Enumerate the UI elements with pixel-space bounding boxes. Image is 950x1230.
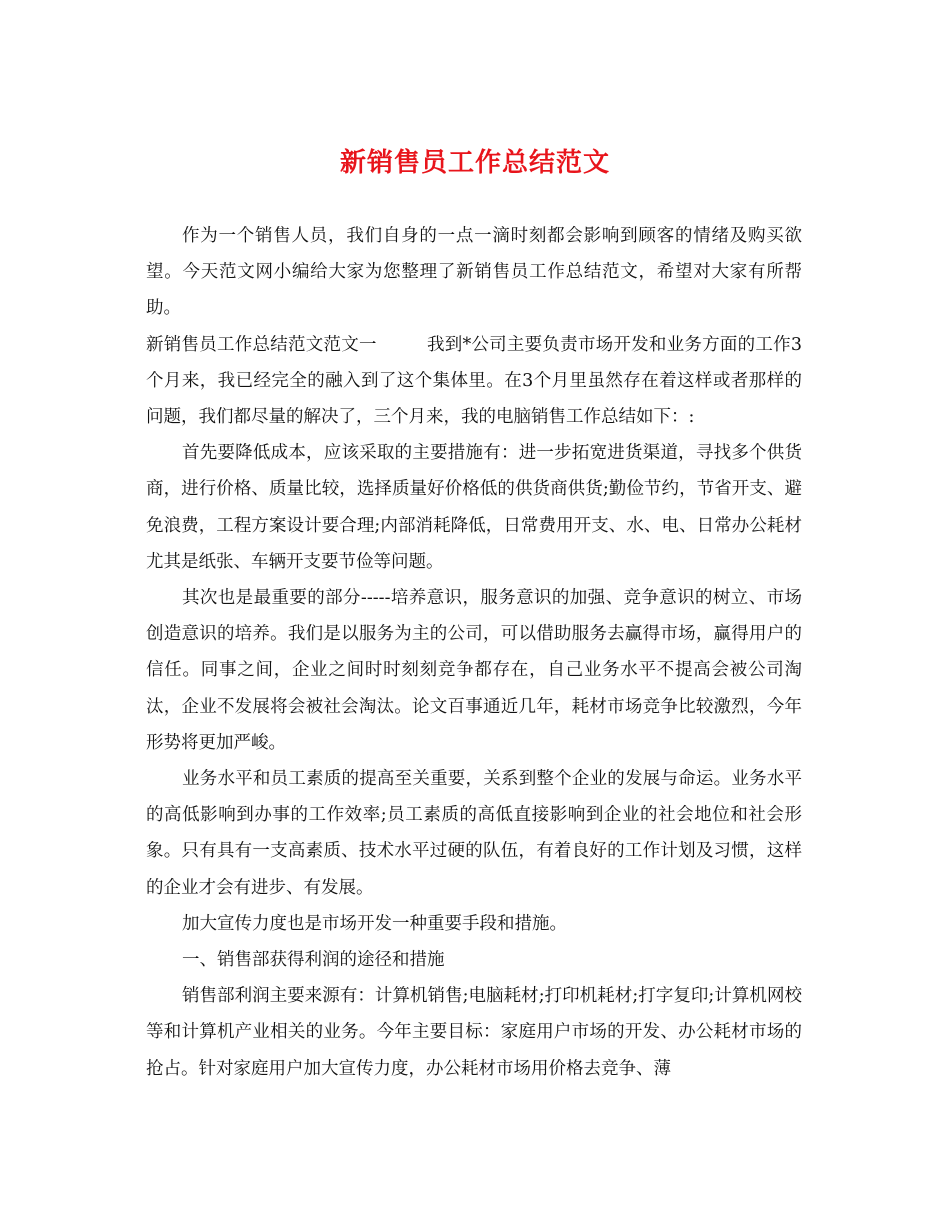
- paragraph-publicity: 加大宣传力度也是市场开发一种重要手段和措施。: [182, 913, 567, 934]
- paragraph-section-one: [146, 327, 802, 436]
- document-body: [146, 218, 802, 1087]
- section-heading: 新销售员工作总结范文范文一: [146, 334, 377, 355]
- paragraph-staff-quality: 业务水平和员工素质的提高至关重要，关系到整个企业的发展与命运。业务水平的高低影响到办事的工作效率;员工素质的高低直接影响到企业的社会地位和社会形象。只有具有一支高素质、技术水平过硬的队伍，有着良好的工作计划及习惯，这样的企业才会有进步、有发展。: [146, 769, 802, 898]
- paragraph-profit-sources: 销售部利润主要来源有：计算机销售;电脑耗材;打印机耗材;打字复印;计算机网校等和计算机产业相关的业务。今年主要目标：家庭用户市场的开发、办公耗材市场的抢占。针对家庭用户加大宣传力度，办公耗材市场用价格去竞争、薄: [146, 986, 802, 1079]
- paragraph-intro: 作为一个销售人员，我们自身的一点一滴时刻都会影响到顾客的情绪及购买欲望。今天范文网小编给大家为您整理了新销售员工作总结范文，希望对大家有所帮助。: [146, 226, 802, 319]
- paragraph-cost-reduction: 首先要降低成本，应该采取的主要措施有：进一步拓宽进货渠道，寻找多个供货商，进行价格、质量比较，选择质量好价格低的供货商供货;勤俭节约，节省开支、避免浪费，工程方案设计要合理;内部消耗降低，日常费用开支、水、电、日常办公耗材尤其是纸张、车辆开支要节俭等问题。: [146, 443, 802, 572]
- paragraph-awareness: 其次也是最重要的部分-----培养意识，服务意识的加强、竞争意识的树立、市场创造意识的培养。我们是以服务为主的公司，可以借助服务去赢得市场，赢得用户的信任。同事之间，企业之间时时刻刻竞争都存在，自己业务水平不提高会被公司淘汰，企业不发展将会被社会淘汰。论文百事通近几年，耗材市场竞争比较激烈，今年形势将更加严峻。: [146, 588, 802, 753]
- document-title: 新销售员工作总结范文: [339, 148, 610, 178]
- section-one-text: 我到*公司主要负责市场开发和业务方面的工作3个月来，我已经完全的融入到了这个集体里。在3个月里虽然存在着这样或者那样的问题，我们都尽量的解决了，三个月来，我的电脑销售工作总结如下：:: [146, 334, 802, 428]
- paragraph-subheading-profit: 一、销售部获得利润的途径和措施: [182, 950, 445, 971]
